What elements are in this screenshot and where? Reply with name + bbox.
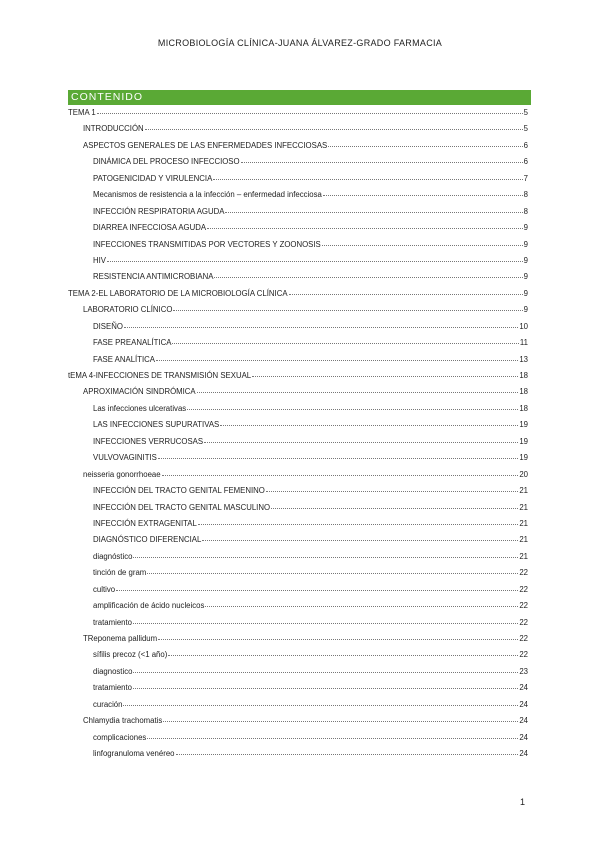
toc-entry-text: TReponema pallidum: [83, 634, 158, 643]
toc-leader-dots: [107, 261, 523, 262]
toc-entry-text: INFECCIÓN RESPIRATORIA AGUDA: [93, 206, 225, 216]
toc-leader-dots: [266, 491, 518, 492]
toc-entry[interactable]: [68, 141, 528, 157]
toc-entry[interactable]: [68, 749, 528, 765]
toc-entry[interactable]: [68, 733, 528, 749]
toc-entry-text: DIAGNÓSTICO DIFERENCIAL: [93, 535, 202, 545]
toc-leader-dots: [225, 212, 522, 213]
toc-leader-dots: [97, 113, 523, 114]
toc-entry[interactable]: [68, 453, 528, 469]
toc-leader-dots: [173, 310, 522, 311]
toc-entry[interactable]: [68, 700, 528, 716]
toc-entry[interactable]: [68, 618, 528, 634]
toc-entry-text: VULVOVAGINITIS: [93, 453, 157, 463]
toc-entry-page: 22: [519, 568, 528, 578]
toc-entry-page: 21: [519, 502, 528, 512]
toc-entry-page: 5: [523, 124, 528, 134]
toc-entry[interactable]: [68, 338, 528, 354]
toc-entry[interactable]: [68, 223, 528, 239]
toc-entry-page: 9: [523, 255, 528, 265]
toc-entry-page: 21: [519, 535, 528, 545]
toc-entry-page: 21: [519, 486, 528, 496]
toc-entry-page: 22: [519, 601, 528, 611]
toc-entry-page: 24: [519, 699, 528, 709]
toc-entry-page: 20: [519, 469, 528, 479]
toc-entry-text: PATOGENICIDAD Y VIRULENCIA: [93, 173, 213, 183]
toc-entry-text: INFECCIONES VERRUCOSAS: [93, 436, 204, 446]
toc-entry-text: tratamiento: [93, 617, 133, 627]
toc-leader-dots: [214, 277, 522, 278]
toc-leader-dots: [133, 623, 518, 624]
toc-entry-page: 18: [519, 371, 528, 380]
toc-entry-text: FASE PREANALÍTICA: [93, 338, 172, 348]
toc-entry[interactable]: [68, 634, 528, 650]
toc-leader-dots: [202, 540, 518, 541]
toc-entry-text: tinción de gram: [93, 568, 147, 578]
toc-leader-dots: [207, 228, 523, 229]
toc-entry-page: 9: [523, 305, 528, 315]
toc-entry[interactable]: [68, 667, 528, 683]
toc-entry-text: DIARREA INFECCIOSA AGUDA: [93, 223, 207, 233]
toc-entry-page: 19: [519, 420, 528, 430]
toc-leader-dots: [158, 639, 518, 640]
toc-leader-dots: [133, 672, 518, 673]
toc-entry[interactable]: [68, 289, 528, 305]
toc-entry-page: 11: [519, 338, 528, 348]
toc-leader-dots: [158, 458, 518, 459]
toc-entry-page: 9: [523, 223, 528, 233]
toc-leader-dots: [172, 343, 518, 344]
toc-entry-text: INFECCIÓN DEL TRACTO GENITAL MASCULINO: [93, 502, 271, 512]
toc-leader-dots: [156, 360, 518, 361]
toc-entry[interactable]: [68, 157, 528, 173]
toc-entry-page: 22: [519, 634, 528, 643]
toc-entry-text: INFECCIÓN EXTRAGENITAL: [93, 518, 197, 528]
toc-leader-dots: [147, 573, 518, 574]
toc-entry-text: Mecanismos de resistencia a la infección – enfermedad infecciosa: [93, 190, 322, 200]
toc-entry-text: LAS INFECCIONES SUPURATIVAS: [93, 420, 220, 430]
toc-entry-page: 6: [523, 140, 528, 150]
toc-entry-text: Las infecciones ulcerativas: [93, 403, 187, 413]
toc-entry-page: 19: [519, 436, 528, 446]
toc-entry-page: 22: [519, 584, 528, 594]
toc-leader-dots: [162, 475, 519, 476]
toc-entry-page: 23: [519, 666, 528, 676]
toc-entry-text: TEMA 1: [68, 108, 96, 117]
toc-entry-text: TEMA 2-EL LABORATORIO DE LA MICROBIOLOGÍA CLÍNICA: [68, 288, 288, 298]
toc-entry-text: LABORATORIO CLÍNICO: [83, 305, 173, 315]
document-header: MICROBIOLOGÍA CLÍNICA-JUANA ÁLVAREZ-GRADO FARMACIA: [157, 38, 443, 48]
toc-entry-text: ASPECTOS GENERALES DE LAS ENFERMEDADES INFECCIOSAS: [83, 140, 328, 150]
toc-entry[interactable]: [68, 601, 528, 617]
toc-entry-page: 6: [523, 157, 528, 167]
toc-entry[interactable]: [68, 190, 528, 206]
toc-entry-page: 24: [519, 749, 528, 759]
toc-leader-dots: [176, 754, 519, 755]
toc-entry-page: 8: [523, 206, 528, 216]
toc-leader-dots: [145, 129, 523, 130]
toc-entry-text: DINÁMICA DEL PROCESO INFECCIOSO: [93, 157, 240, 167]
toc-entry-page: 8: [523, 190, 528, 200]
toc-entry[interactable]: [68, 552, 528, 568]
toc-entry-page: 24: [519, 716, 528, 726]
toc-entry-text: tEMA 4-INFECCIONES DE TRANSMISIÓN SEXUAL: [68, 371, 252, 380]
toc-leader-dots: [289, 294, 523, 295]
toc-entry[interactable]: [68, 437, 528, 453]
toc-entry-text: INFECCIONES TRANSMITIDAS POR VECTORES Y ZOONOSIS: [93, 239, 321, 249]
toc-entry[interactable]: [68, 404, 528, 420]
toc-leader-dots: [322, 245, 523, 246]
toc-entry[interactable]: [68, 420, 528, 436]
toc-entry-text: amplificación de ácido nucleicos: [93, 601, 205, 611]
toc-leader-dots: [323, 195, 523, 196]
toc-entry-page: 22: [519, 617, 528, 627]
toc-entry[interactable]: [68, 486, 528, 502]
toc-entry[interactable]: [68, 305, 528, 321]
toc-leader-dots: [163, 721, 518, 722]
toc-entry[interactable]: [68, 470, 528, 486]
toc-entry[interactable]: [68, 683, 528, 699]
toc-entry[interactable]: [68, 355, 528, 371]
toc-entry[interactable]: [68, 716, 528, 732]
toc-entry-text: diagnostico: [93, 666, 133, 676]
toc-entry[interactable]: [68, 174, 528, 190]
toc-entry-text: linfogranuloma venéreo: [93, 749, 175, 759]
toc-entry-text: diagnóstico: [93, 551, 133, 561]
toc-leader-dots: [147, 738, 518, 739]
toc-entry-text: Chlamydia trachomatis: [83, 716, 163, 726]
toc-leader-dots: [198, 524, 518, 525]
toc-entry-text: neisseria gonorrhoeae: [83, 469, 161, 479]
toc-leader-dots: [328, 146, 522, 147]
toc-leader-dots: [252, 376, 518, 377]
toc-leader-dots: [133, 557, 518, 558]
toc-entry[interactable]: [68, 272, 528, 288]
toc-entry-text: INFECCIÓN DEL TRACTO GENITAL FEMENINO: [93, 486, 265, 496]
toc-leader-dots: [124, 327, 518, 328]
toc-entry[interactable]: [68, 568, 528, 584]
toc-entry[interactable]: [68, 371, 528, 387]
toc-entry-text: tratamiento: [93, 683, 133, 693]
toc-entry[interactable]: [68, 108, 528, 124]
page-number: 1: [520, 797, 526, 807]
toc-entry-text: FASE ANALÍTICA: [93, 354, 155, 364]
toc-entry[interactable]: [68, 519, 528, 535]
toc-entry-text: INTRODUCCIÓN: [83, 124, 144, 134]
toc-leader-dots: [204, 442, 518, 443]
toc-entry-text: DISEÑO: [93, 321, 123, 331]
toc-entry[interactable]: [68, 256, 528, 272]
toc-entry-page: 18: [519, 403, 528, 413]
toc-entry-page: 7: [523, 173, 528, 183]
toc-entry[interactable]: [68, 240, 528, 256]
toc-entry-text: complicaciones: [93, 732, 147, 742]
toc-entry-page: 21: [519, 518, 528, 528]
toc-entry[interactable]: [68, 207, 528, 223]
toc-entry-page: 18: [519, 387, 528, 397]
toc-entry-page: 19: [519, 453, 528, 463]
toc-leader-dots: [133, 688, 518, 689]
toc-leader-dots: [123, 705, 518, 706]
toc-entry-page: 9: [523, 272, 528, 282]
toc-leader-dots: [205, 606, 518, 607]
toc-entry-text: cultivo: [93, 584, 116, 594]
toc-leader-dots: [197, 392, 519, 393]
toc-leader-dots: [213, 179, 522, 180]
toc-entry-page: 9: [523, 239, 528, 249]
toc-entry[interactable]: [68, 124, 528, 140]
table-of-contents: [68, 108, 528, 766]
toc-leader-dots: [116, 590, 518, 591]
toc-entry-page: 13: [519, 354, 528, 364]
toc-entry[interactable]: [68, 650, 528, 666]
toc-entry-page: 22: [519, 650, 528, 660]
toc-entry-text: sífilis precoz (<1 año): [93, 650, 168, 660]
toc-entry-text: curación: [93, 699, 123, 709]
toc-entry-text: HIV: [93, 255, 106, 265]
toc-entry[interactable]: [68, 585, 528, 601]
toc-entry-page: 10: [519, 321, 528, 331]
toc-leader-dots: [220, 425, 518, 426]
toc-entry[interactable]: [68, 503, 528, 519]
toc-entry-page: 5: [523, 108, 528, 117]
toc-leader-dots: [271, 508, 518, 509]
toc-leader-dots: [187, 409, 518, 410]
toc-leader-dots: [241, 162, 523, 163]
toc-title: CONTENIDO: [68, 90, 531, 105]
toc-entry-text: APROXIMACIÓN SINDRÓMICA: [83, 387, 196, 397]
toc-entry-page: 21: [519, 551, 528, 561]
toc-entry-page: 24: [519, 683, 528, 693]
toc-leader-dots: [168, 655, 518, 656]
toc-entry[interactable]: [68, 387, 528, 403]
toc-entry[interactable]: [68, 535, 528, 551]
toc-entry-text: RESISTENCIA ANTIMICROBIANA: [93, 272, 214, 282]
toc-entry-page: 24: [519, 732, 528, 742]
toc-entry[interactable]: [68, 322, 528, 338]
toc-entry-page: 9: [523, 288, 528, 298]
